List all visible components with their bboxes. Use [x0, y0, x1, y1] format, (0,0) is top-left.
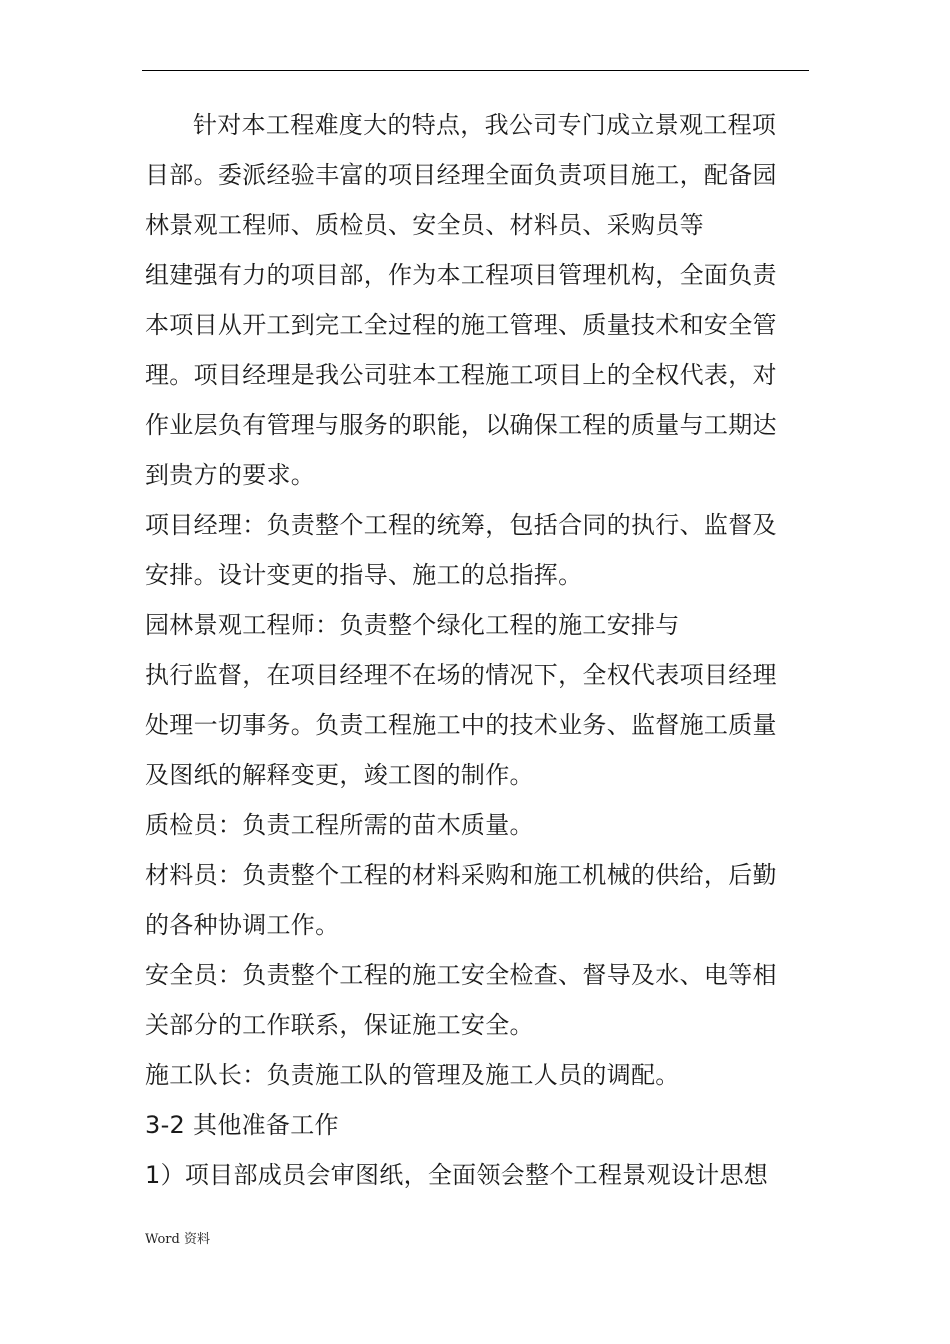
list-item: 1）项目部成员会审图纸，全面领会整个工程景观设计思想 — [145, 1161, 769, 1189]
document-body — [145, 100, 810, 1200]
role-line-crew-leader: 施工队长：负责施工队的管理及施工人员的调配。 — [145, 1061, 680, 1089]
header-rule — [142, 70, 809, 71]
paragraph-line: 本项目从开工到完工全过程的施工管理、质量技术和安全管 — [145, 311, 777, 339]
paragraph-line: 关部分的工作联系，保证施工安全。 — [145, 1011, 534, 1039]
paragraph-line: 的各种协调工作。 — [145, 911, 340, 939]
paragraph-line: 及图纸的解释变更，竣工图的制作。 — [145, 761, 534, 789]
paragraph-line: 针对本工程难度大的特点，我公司专门成立景观工程项 — [193, 111, 777, 139]
paragraph-line: 理。项目经理是我公司驻本工程施工项目上的全权代表，对 — [145, 361, 777, 389]
paragraph-line: 组建强有力的项目部，作为本工程项目管理机构，全面负责 — [145, 261, 777, 289]
paragraph-line: 林景观工程师、质检员、安全员、材料员、采购员等 — [145, 211, 704, 239]
paragraph-line: 到贵方的要求。 — [145, 461, 316, 489]
role-line-project-manager: 项目经理：负责整个工程的统筹，包括合同的执行、监督及 — [145, 511, 777, 539]
page-footer: Word 资料 — [145, 1232, 210, 1247]
paragraph-line: 安排。设计变更的指导、施工的总指挥。 — [145, 561, 583, 589]
role-line-safety-officer: 安全员：负责整个工程的施工安全检查、督导及水、电等相 — [145, 961, 777, 989]
paragraph-line: 执行监督，在项目经理不在场的情况下，全权代表项目经理 — [145, 661, 777, 689]
role-line-landscape-engineer: 园林景观工程师：负责整个绿化工程的施工安排与 — [145, 611, 680, 639]
role-line-materials-officer: 材料员：负责整个工程的材料采购和施工机械的供给，后勤 — [145, 861, 777, 889]
paragraph-line: 处理一切事务。负责工程施工中的技术业务、监督施工质量 — [145, 711, 777, 739]
paragraph-line: 作业层负有管理与服务的职能，以确保工程的质量与工期达 — [145, 411, 777, 439]
role-line-quality-inspector: 质检员：负责工程所需的苗木质量。 — [145, 811, 534, 839]
section-heading: 3-2 其他准备工作 — [145, 1111, 339, 1139]
paragraph-line: 目部。委派经验丰富的项目经理全面负责项目施工，配备园 — [145, 161, 777, 189]
